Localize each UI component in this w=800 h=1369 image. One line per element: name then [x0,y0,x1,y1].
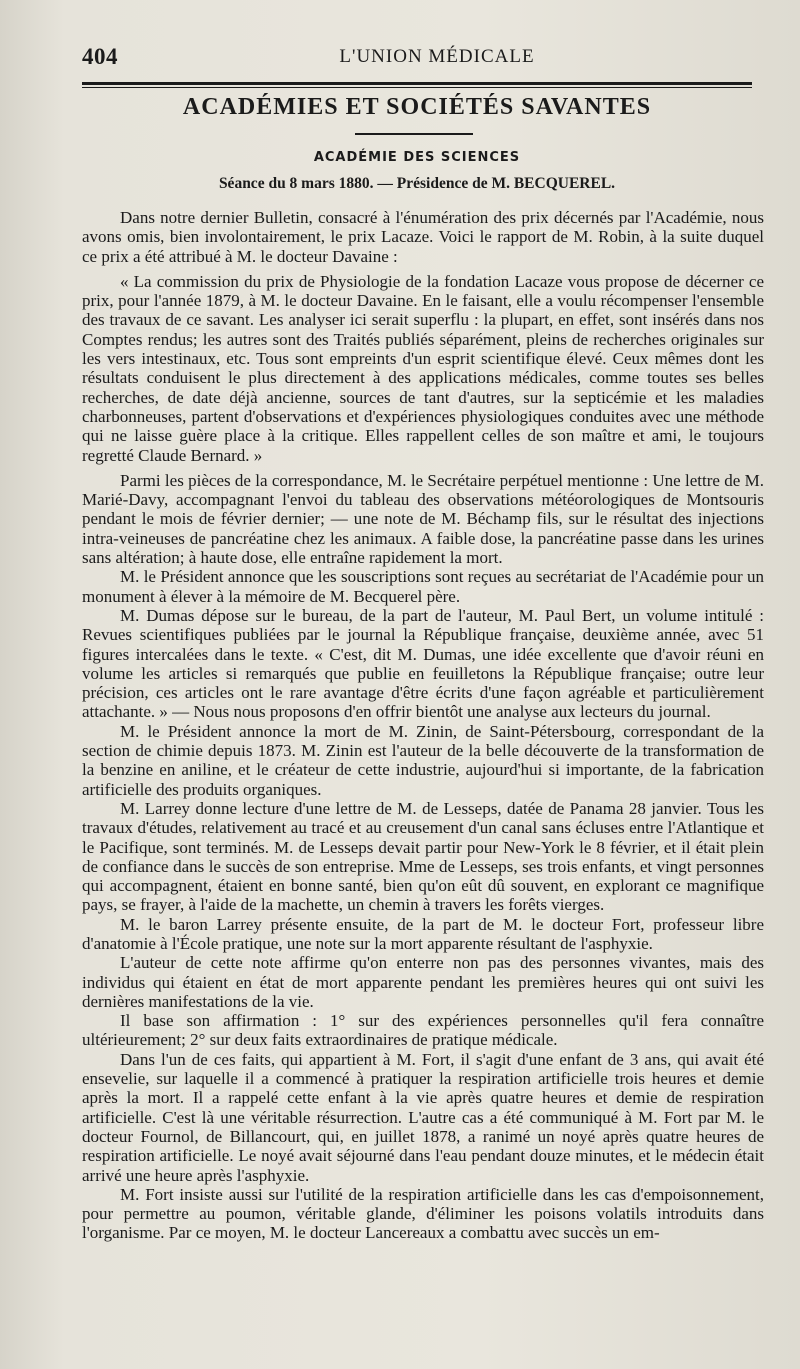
paragraph-12: M. Fort insiste aussi sur l'utilité de la respiration artificielle dans les cas d'empoisonnement, pour permettre au poumon, véritable glande, d'éliminer les poisons volatils introduits dans l'organisme. Par ce moyen, M. le docteur Lancereaux a combattu avec succès un em- [82,1184,764,1243]
page-header [82,44,752,74]
subsection-title: ACADÉMIE DES SCIENCES [313,150,521,165]
paragraph-11: Dans l'un de ces faits, qui appartient à M. Fort, il s'agit d'une enfant de 3 ans, qui avait été ensevelie, sur laquelle il a commencé à pratiquer la respiration artificielle trois heures et demie après la mort. Il a rappelé cette enfant à la vie après quatre heures et demie de respiration artificielle. C'est là une véritable résurrection. L'autre cas a été communiqué à M. Fort par M. le docteur Fournol, de Billancourt, qui, en juillet 1878, a ranimé un noyé après quatre heures de respiration artificielle. Le noyé avait séjourné dans l'eau pendant douze minutes, et le médecin était arrivé une heure après l'asphyxie. [82,1049,764,1185]
paragraph-10: Il base son affirmation : 1° sur des expériences personnelles qu'il fera connaître ultérieurement; 2° sur deux faits extraordinaires de pratique médicale. [82,1011,764,1050]
session-line: Séance du 8 mars 1880. — Présidence de M. BECQUEREL. [218,175,616,192]
section-title: ACADÉMIES ET SOCIÉTÉS SAVANTES [182,94,652,120]
paragraph-6: M. le Président annonce la mort de M. Zinin, de Saint-Pétersbourg, correspondant de la section de chimie depuis 1873. M. Zinin est l'auteur de la belle découverte de la transformation de la benzine en aniline, et le créateur de cette industrie, aujourd'hui si importante, de la fabrication artificielle des produits organiques. [82,721,764,799]
journal-title: L'UNION MÉDICALE [339,46,535,67]
paragraph-9: L'auteur de cette note affirme qu'on enterre non pas des personnes vivantes, mais des individus qui étaient en état de mort apparente pendant les premières heures qui ont suivi les dernières manifestations de la vie. [82,953,764,1011]
paragraph-7: M. Larrey donne lecture d'une lettre de M. de Lesseps, datée de Panama 28 janvier. Tous les travaux d'études, relativement au tracé et au creusement d'un canal sans écluses entre l'Atlantique et le Pacifique, sont terminés. M. de Lesseps devait partir pour New-York le 8 février, et il était plein de confiance dans le succès de son entreprise. Mme de Lesseps, ses trois enfants, et vingt personnes qui accompagnent, étaient en bonne santé, bien qu'on eût dû souvent, en explorant ce magnifique pays, se frayer, à l'aide de la machette, un chemin à travers les forêts vierges. [82,798,764,915]
paragraph-3: Parmi les pièces de la correspondance, M. le Secrétaire perpétuel mentionne : Une lettre de M. Marié-Davy, accompagnant l'envoi du tableau des observations météorologiques de Montsouris pendant le mois de février dernier; — une note de M. Béchamp fils, sur le résultat des injections intra-veineuses de pancréatine chez les animaux. A faible dose, la pancréatine passe dans les urines sans altération; à haute dose, elle entraîne rapidement la mort. [82,470,764,568]
paragraph-4: M. le Président annonce que les souscriptions sont reçues au secrétariat de l'Académie pour un monument à élever à la mémoire de M. Becquerel père. [82,567,764,606]
paragraph-5: M. Dumas dépose sur le bureau, de la part de l'auteur, M. Paul Bert, un volume intitulé : Revues scientifiques publiées par le journal la République française, deuxième année, avec 51 figures intercalées dans le texte. « C'est, dit M. Dumas, une idée excellente que d'avoir réuni en volume les articles si remarqués que publie en feuilletons la République française; outre leur précision, ces articles ont le rare avantage d'être écrits d'une façon agréable et particulièrement attachante. » — Nous nous proposons d'en offrir bientôt une analyse aux lecteurs du journal. [82,605,764,722]
header-rule [82,82,752,85]
section-divider [355,133,473,135]
paragraph-1: Dans notre dernier Bulletin, consacré à l'énumération des prix décernés par l'Académie, nous avons omis, bien involontairement, le prix Lacaze. Voici le rapport de M. Robin, à la suite duquel ce prix a été attribué à M. le docteur Davaine : [82,208,764,266]
paragraph-8: M. le baron Larrey présente ensuite, de la part de M. le docteur Fort, professeur libre d'anatomie à l'École pratique, une note sur la mort apparente résultant de l'asphyxie. [82,914,764,953]
header-rule-thin [82,87,752,88]
article-body [82,208,764,1243]
paragraph-2: « La commission du prix de Physiologie de la fondation Lacaze vous propose de décerner ce prix, pour l'année 1879, à M. le docteur Davaine. En le faisant, elle a voulu récompenser l'ensemble des travaux de ce savant. Les analyser ici serait superflu : la plupart, en effet, sont insérés dans nos Comptes rendus; les autres sont des Traités publiés séparément, pleins de recherches originales sur les vers intestinaux, etc. Tous sont empreints d'un esprit scientifique élevé. Ceux mêmes dont les résultats conduisent le plus directement à des applications médicales, comme toutes ses belles recherches, de date déjà ancienne, sources de tant d'autres, sur la septicémie et les maladies charbonneuses, partent d'observations et d'expériences physiologiques conduites avec une méthode qui ne laisse guère place à la critique. Elles rappellent celles de son maître et ami, le toujours regretté Claude Bernard. » [82,271,764,465]
page-number: 404 [82,44,118,69]
